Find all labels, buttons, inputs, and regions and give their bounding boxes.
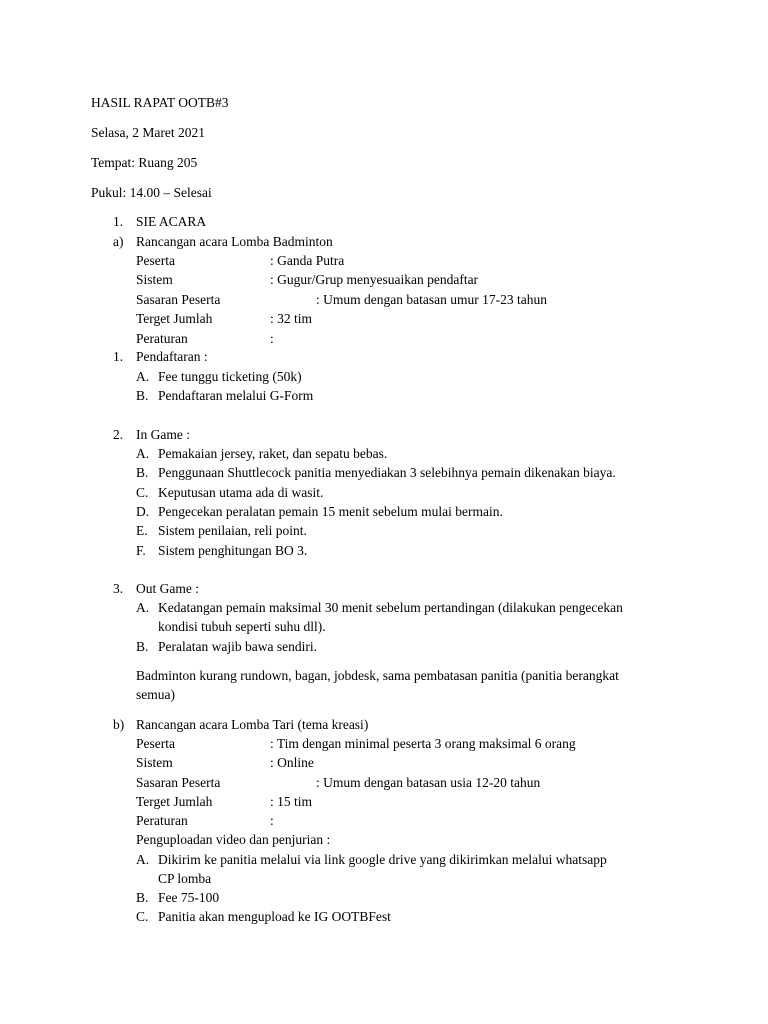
list-item: Sistem penilaian, reli point. — [158, 523, 307, 538]
list-item-letter: C. — [136, 909, 149, 924]
list-item: Kedatangan pemain maksimal 30 menit sebelum pertandingan (dilakukan pengecekan — [158, 600, 623, 615]
field-label: Sistem — [136, 755, 173, 770]
rule-title: Pendaftaran : — [136, 349, 208, 364]
list-item-letter: E. — [136, 523, 148, 538]
rule-number: 1. — [113, 349, 124, 364]
rule-title: In Game : — [136, 427, 190, 442]
field-value: : Umum dengan batasan umur 17-23 tahun — [316, 292, 547, 307]
meeting-place: Tempat: Ruang 205 — [91, 155, 198, 170]
field-value: : Online — [270, 755, 314, 770]
list-item: Peralatan wajib bawa sendiri. — [158, 639, 317, 654]
list-item-letter: A. — [136, 446, 150, 461]
upload-title: Penguploadan video dan penjurian : — [136, 832, 331, 847]
event-b-marker: b) — [113, 717, 125, 732]
field-label: Peserta — [136, 736, 175, 751]
rule-number: 2. — [113, 427, 124, 442]
list-item: Penggunaan Shuttlecock panitia menyediakan 3 selebihnya pemain dikenakan biaya. — [158, 465, 616, 480]
event-a-marker: a) — [113, 234, 124, 249]
field-value: : Tim dengan minimal peserta 3 orang maksimal 6 orang — [270, 736, 576, 751]
section-title: SIE ACARA — [136, 214, 207, 229]
meeting-date: Selasa, 2 Maret 2021 — [91, 125, 205, 140]
field-label: Sasaran Peserta — [136, 775, 221, 790]
note-text-continuation: semua) — [136, 687, 175, 702]
list-item: Fee 75-100 — [158, 890, 220, 905]
document-title: HASIL RAPAT OOTB#3 — [91, 95, 229, 110]
field-value: : — [270, 331, 274, 346]
field-value: : Ganda Putra — [270, 253, 345, 268]
list-item: Panitia akan mengupload ke IG OOTBFest — [158, 909, 391, 924]
section-number: 1. — [113, 214, 124, 229]
list-item-continuation: kondisi tubuh seperti suhu dll). — [158, 619, 326, 634]
list-item-letter: A. — [136, 369, 150, 384]
list-item: Pendaftaran melalui G-Form — [158, 388, 314, 403]
field-value: : 32 tim — [270, 311, 313, 326]
note-text: Badminton kurang rundown, bagan, jobdesk, sama pembatasan panitia (panitia berangkat — [136, 668, 619, 683]
list-item-letter: B. — [136, 388, 149, 403]
list-item: Sistem penghitungan BO 3. — [158, 543, 308, 558]
field-label: Sasaran Peserta — [136, 292, 221, 307]
field-label: Sistem — [136, 272, 173, 287]
list-item: Pemakaian jersey, raket, dan sepatu bebas. — [158, 446, 388, 461]
rule-number: 3. — [113, 581, 124, 596]
list-item-letter: B. — [136, 639, 149, 654]
list-item: Fee tunggu ticketing (50k) — [158, 369, 302, 384]
field-value: : — [270, 813, 274, 828]
field-label: Peraturan — [136, 331, 188, 346]
field-label: Terget Jumlah — [136, 794, 213, 809]
field-label: Terget Jumlah — [136, 311, 213, 326]
event-b-title: Rancangan acara Lomba Tari (tema kreasi) — [136, 717, 369, 732]
list-item-letter: F. — [136, 543, 146, 558]
list-item-letter: B. — [136, 465, 149, 480]
field-value: : Umum dengan batasan usia 12-20 tahun — [316, 775, 541, 790]
field-label: Peraturan — [136, 813, 188, 828]
list-item-letter: C. — [136, 485, 149, 500]
list-item-letter: D. — [136, 504, 150, 519]
list-item-letter: A. — [136, 852, 150, 867]
list-item-letter: B. — [136, 890, 149, 905]
list-item: Keputusan utama ada di wasit. — [158, 485, 324, 500]
event-a-title: Rancangan acara Lomba Badminton — [136, 234, 333, 249]
field-value: : Gugur/Grup menyesuaikan pendaftar — [270, 272, 479, 287]
list-item-continuation: CP lomba — [158, 871, 212, 886]
field-value: : 15 tim — [270, 794, 313, 809]
rule-title: Out Game : — [136, 581, 199, 596]
field-label: Peserta — [136, 253, 175, 268]
list-item: Dikirim ke panitia melalui via link google drive yang dikirimkan melalui whatsapp — [158, 852, 607, 867]
list-item: Pengecekan peralatan pemain 15 menit sebelum mulai bermain. — [158, 504, 503, 519]
meeting-time: Pukul: 14.00 – Selesai — [91, 185, 212, 200]
list-item-letter: A. — [136, 600, 150, 615]
